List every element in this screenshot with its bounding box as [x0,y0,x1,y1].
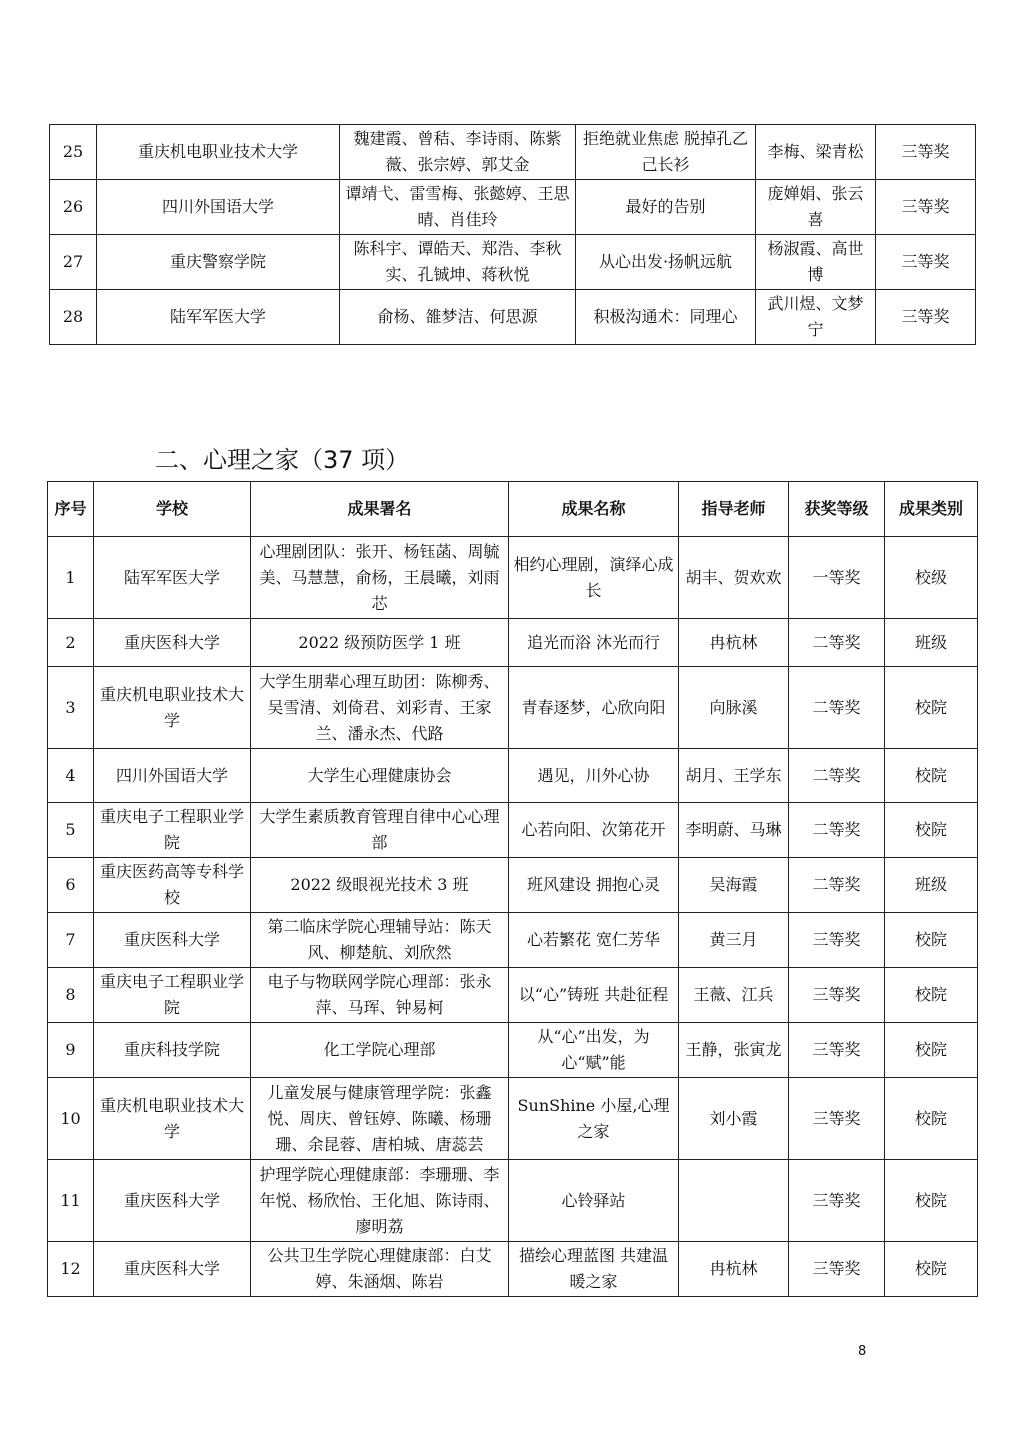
cell-award: 三等奖 [789,968,885,1023]
cell-authors: 儿童发展与健康管理学院：张鑫悦、周庆、曾钰婷、陈曦、杨珊珊、余昆蓉、唐柏城、唐蕊芸 [251,1078,509,1160]
cell-authors: 大学生朋辈心理互助团：陈柳秀、吴雪清、刘倚君、刘彩青、王家兰、潘永杰、代路 [251,667,509,749]
cell-authors: 化工学院心理部 [251,1023,509,1078]
table-row [48,913,978,968]
cell-award: 三等奖 [789,1242,885,1297]
cell-teacher: 武川煜、文梦宁 [756,290,876,345]
cell-award: 三等奖 [876,235,976,290]
cell-category: 班级 [885,619,978,667]
cell-award: 二等奖 [789,667,885,749]
cell-school: 重庆机电职业技术大学 [94,1078,251,1160]
cell-teacher [679,1160,789,1242]
cell-authors: 俞杨、雒梦洁、何思源 [340,290,576,345]
cell-teacher: 李梅、梁青松 [756,125,876,180]
header-award: 获奖等级 [789,482,885,537]
awards-table-continued [49,124,976,345]
header-category: 成果类别 [885,482,978,537]
cell-category: 校院 [885,1078,978,1160]
cell-school: 四川外国语大学 [94,749,251,803]
cell-title: 最好的告别 [576,180,756,235]
cell-authors: 公共卫生学院心理健康部：白艾婷、朱涵烟、陈岩 [251,1242,509,1297]
cell-school: 四川外国语大学 [97,180,340,235]
cell-school: 重庆机电职业技术大学 [94,667,251,749]
cell-award: 一等奖 [789,537,885,619]
cell-category: 校级 [885,537,978,619]
cell-title: SunShine 小屋,心理之家 [509,1078,679,1160]
cell-no: 10 [48,1078,94,1160]
table-row [48,1078,978,1160]
cell-title: 相约心理剧，演绎心成长 [509,537,679,619]
cell-category: 校院 [885,803,978,858]
cell-teacher: 李明蔚、马琳 [679,803,789,858]
cell-school: 重庆电子工程职业学院 [94,968,251,1023]
cell-title: 以“心”铸班 共赴征程 [509,968,679,1023]
cell-authors: 2022 级预防医学 1 班 [251,619,509,667]
cell-teacher: 向脉溪 [679,667,789,749]
cell-teacher: 冉杭林 [679,1242,789,1297]
cell-teacher: 吴海霞 [679,858,789,913]
table-row [48,1242,978,1297]
cell-no: 26 [50,180,97,235]
table-row [50,235,976,290]
cell-title: 从心出发·扬帆远航 [576,235,756,290]
cell-title: 追光而浴 沐光而行 [509,619,679,667]
cell-school: 重庆机电职业技术大学 [97,125,340,180]
header-authors: 成果署名 [251,482,509,537]
cell-category: 校院 [885,1023,978,1078]
cell-no: 6 [48,858,94,913]
header-teacher: 指导老师 [679,482,789,537]
cell-teacher: 王静，张寅龙 [679,1023,789,1078]
cell-no: 9 [48,1023,94,1078]
cell-teacher: 杨淑霞、高世博 [756,235,876,290]
cell-authors: 护理学院心理健康部：李珊珊、李年悦、杨欣怡、王化旭、陈诗雨、廖明荔 [251,1160,509,1242]
cell-category: 校院 [885,749,978,803]
cell-award: 二等奖 [789,858,885,913]
cell-category: 校院 [885,968,978,1023]
cell-no: 4 [48,749,94,803]
cell-category: 校院 [885,913,978,968]
cell-award: 二等奖 [789,803,885,858]
header-school: 学校 [94,482,251,537]
cell-teacher: 庞婵娟、张云喜 [756,180,876,235]
cell-category: 校院 [885,1160,978,1242]
cell-school: 陆军军医大学 [97,290,340,345]
cell-award: 三等奖 [876,290,976,345]
cell-award: 三等奖 [789,1160,885,1242]
cell-title: 班风建设 拥抱心灵 [509,858,679,913]
cell-teacher: 胡月、王学东 [679,749,789,803]
cell-authors: 大学生素质教育管理自律中心心理部 [251,803,509,858]
cell-school: 重庆科技学院 [94,1023,251,1078]
cell-award: 二等奖 [789,749,885,803]
table-row [48,667,978,749]
table-row [48,749,978,803]
cell-authors: 2022 级眼视光技术 3 班 [251,858,509,913]
cell-title: 心若向阳、次第花开 [509,803,679,858]
cell-category: 校院 [885,1242,978,1297]
cell-school: 重庆医科大学 [94,913,251,968]
cell-teacher: 黄三月 [679,913,789,968]
cell-award: 三等奖 [789,1078,885,1160]
cell-no: 25 [50,125,97,180]
cell-title: 描绘心理蓝图 共建温暖之家 [509,1242,679,1297]
psychology-home-table [47,481,978,1297]
cell-authors: 心理剧团队：张开、杨钰菡、周毓美、马慧慧，俞杨，王晨曦，刘雨芯 [251,537,509,619]
cell-title: 从“心”出发，为心“赋”能 [509,1023,679,1078]
cell-authors: 陈科宇、谭皓天、郑浩、李秋实、孔铖坤、蒋秋悦 [340,235,576,290]
cell-no: 27 [50,235,97,290]
cell-school: 重庆医科大学 [94,1160,251,1242]
cell-no: 2 [48,619,94,667]
cell-title: 遇见，川外心协 [509,749,679,803]
table-row [50,125,976,180]
table-row [48,1023,978,1078]
cell-school: 重庆警察学院 [97,235,340,290]
table-row [48,968,978,1023]
cell-no: 1 [48,537,94,619]
cell-no: 28 [50,290,97,345]
table-row [48,803,978,858]
cell-award: 三等奖 [789,913,885,968]
cell-title: 拒绝就业焦虑 脱掉孔乙己长衫 [576,125,756,180]
cell-award: 三等奖 [876,180,976,235]
cell-authors: 谭靖弋、雷雪梅、张懿婷、王思晴、肖佳玲 [340,180,576,235]
table-row [48,619,978,667]
section-title: 二、心理之家（37 项） [155,446,410,474]
table-row [50,180,976,235]
cell-teacher: 王薇、江兵 [679,968,789,1023]
cell-authors: 大学生心理健康协会 [251,749,509,803]
cell-category: 班级 [885,858,978,913]
cell-award: 三等奖 [876,125,976,180]
cell-teacher: 胡丰、贺欢欢 [679,537,789,619]
header-no: 序号 [48,482,94,537]
cell-no: 7 [48,913,94,968]
cell-school: 重庆医科大学 [94,619,251,667]
cell-teacher: 冉杭林 [679,619,789,667]
cell-title: 青春逐梦，心欣向阳 [509,667,679,749]
table-row [48,537,978,619]
cell-title: 心铃驿站 [509,1160,679,1242]
cell-school: 陆军军医大学 [94,537,251,619]
cell-school: 重庆电子工程职业学院 [94,803,251,858]
cell-teacher: 刘小霞 [679,1078,789,1160]
table-row [48,1160,978,1242]
cell-no: 8 [48,968,94,1023]
cell-authors: 魏建霞、曾秸、李诗雨、陈紫薇、张宗婷、郭艾金 [340,125,576,180]
table-header-row [48,482,978,537]
cell-award: 二等奖 [789,619,885,667]
cell-title: 心若繁花 宽仁芳华 [509,913,679,968]
cell-no: 5 [48,803,94,858]
page-number: 8 [858,1344,867,1359]
table-row [48,858,978,913]
cell-title: 积极沟通术：同理心 [576,290,756,345]
cell-school: 重庆医科大学 [94,1242,251,1297]
cell-no: 12 [48,1242,94,1297]
cell-authors: 电子与物联网学院心理部：张永萍、马珲、钟易柯 [251,968,509,1023]
cell-category: 校院 [885,667,978,749]
cell-school: 重庆医药高等专科学校 [94,858,251,913]
cell-award: 三等奖 [789,1023,885,1078]
cell-no: 11 [48,1160,94,1242]
cell-authors: 第二临床学院心理辅导站：陈天风、柳楚航、刘欣然 [251,913,509,968]
header-title: 成果名称 [509,482,679,537]
cell-no: 3 [48,667,94,749]
table-row [50,290,976,345]
